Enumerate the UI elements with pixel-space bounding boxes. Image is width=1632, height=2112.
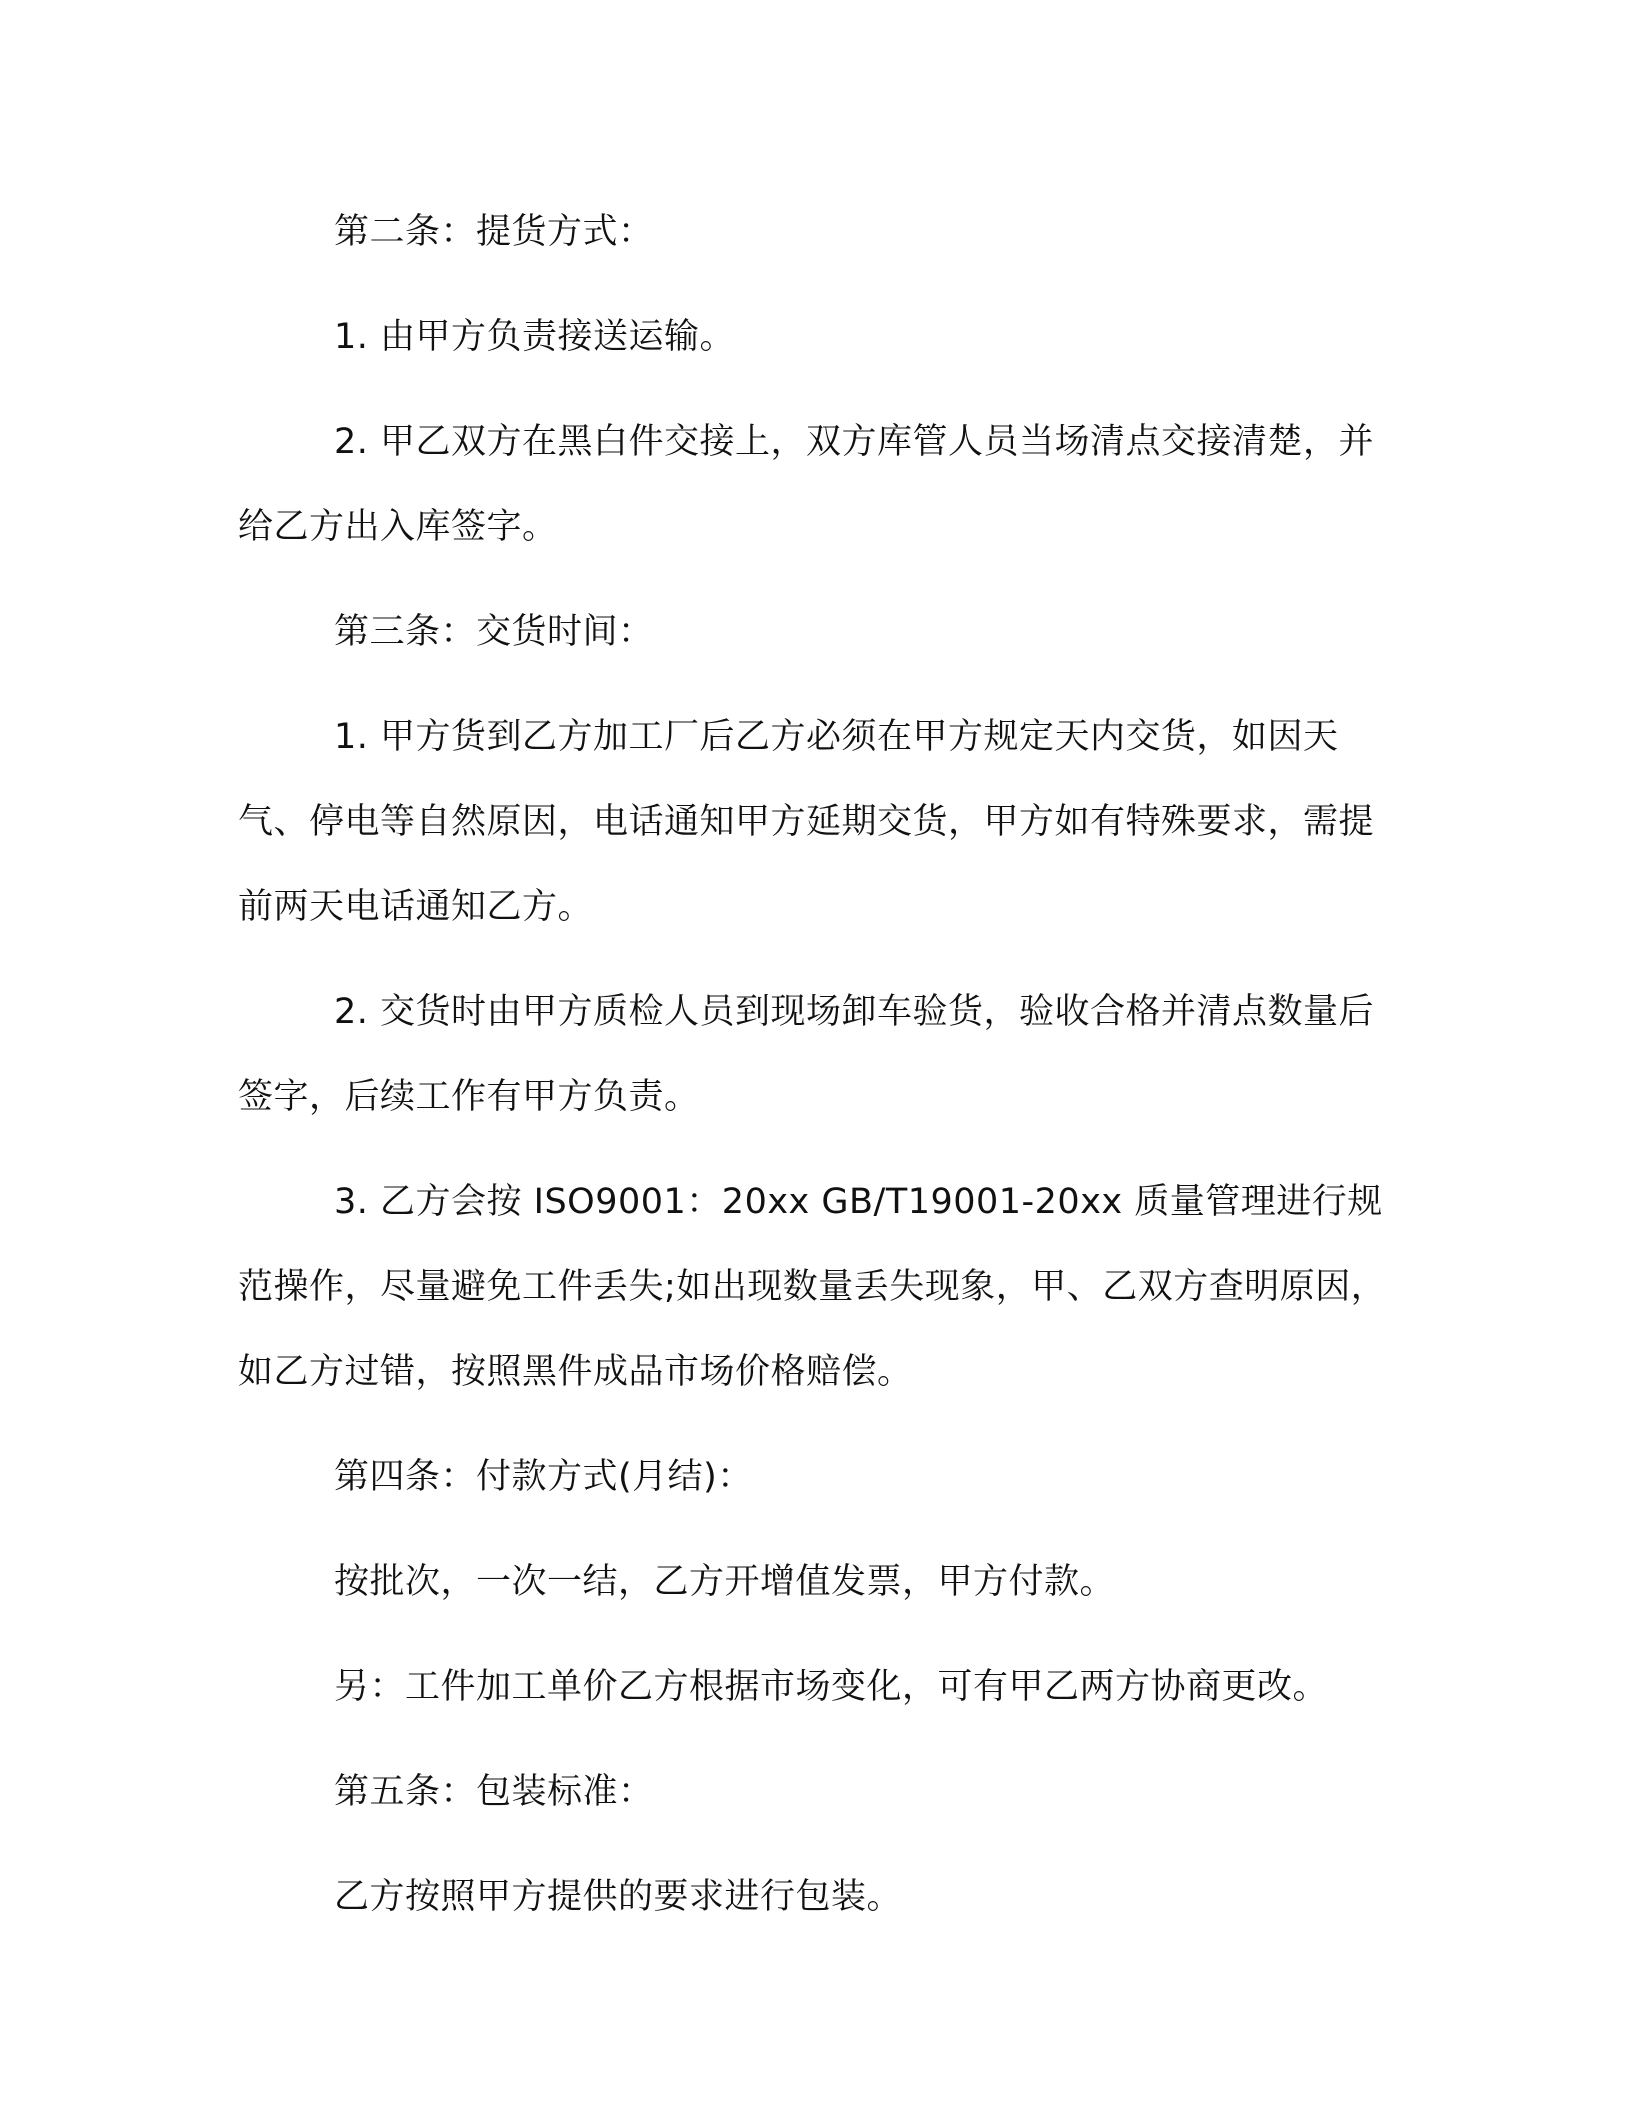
clause-3-heading: 第三条：交货时间： bbox=[334, 612, 654, 652]
clause-3-item-3: 3. 乙方会按 ISO9001：20xx GB/T19001-20xx 质量管理进行规范操作，尽量避免工件丢失;如出现数量丢失现象，甲、乙双方查明原因，如乙方过错，按照黑件成品市场价格赔偿。 bbox=[238, 1182, 1387, 1392]
clause-3-item-1: 1. 甲方货到乙方加工厂后乙方必须在甲方规定天内交货，如因天气、停电等自然原因，电话通知甲方延期交货，甲方如有特殊要求，需提前两天电话通知乙方。 bbox=[238, 717, 1375, 927]
clause-2-heading: 第二条：提货方式： bbox=[334, 212, 654, 252]
clause-3-item-2: 2. 交货时由甲方质检人员到现场卸车验货，验收合格并清点数量后签字，后续工作有甲方负责。 bbox=[238, 992, 1375, 1117]
clause-2-item-1: 1. 由甲方负责接送运输。 bbox=[334, 317, 736, 357]
clause-5-heading: 第五条：包装标准： bbox=[334, 1772, 654, 1812]
document-body bbox=[238, 190, 1388, 1960]
clause-4-heading: 第四条：付款方式(月结)： bbox=[334, 1457, 753, 1497]
clause-4-payment-text: 按批次，一次一结，乙方开增值发票，甲方付款。 bbox=[334, 1562, 1116, 1602]
clause-2-item-2: 2. 甲乙双方在黑白件交接上，双方库管人员当场清点交接清楚，并给乙方出入库签字。 bbox=[238, 422, 1375, 547]
clause-4-additional-note: 另：工件加工单价乙方根据市场变化，可有甲乙两方协商更改。 bbox=[334, 1667, 1329, 1707]
clause-5-packaging-text: 乙方按照甲方提供的要求进行包装。 bbox=[334, 1877, 903, 1917]
